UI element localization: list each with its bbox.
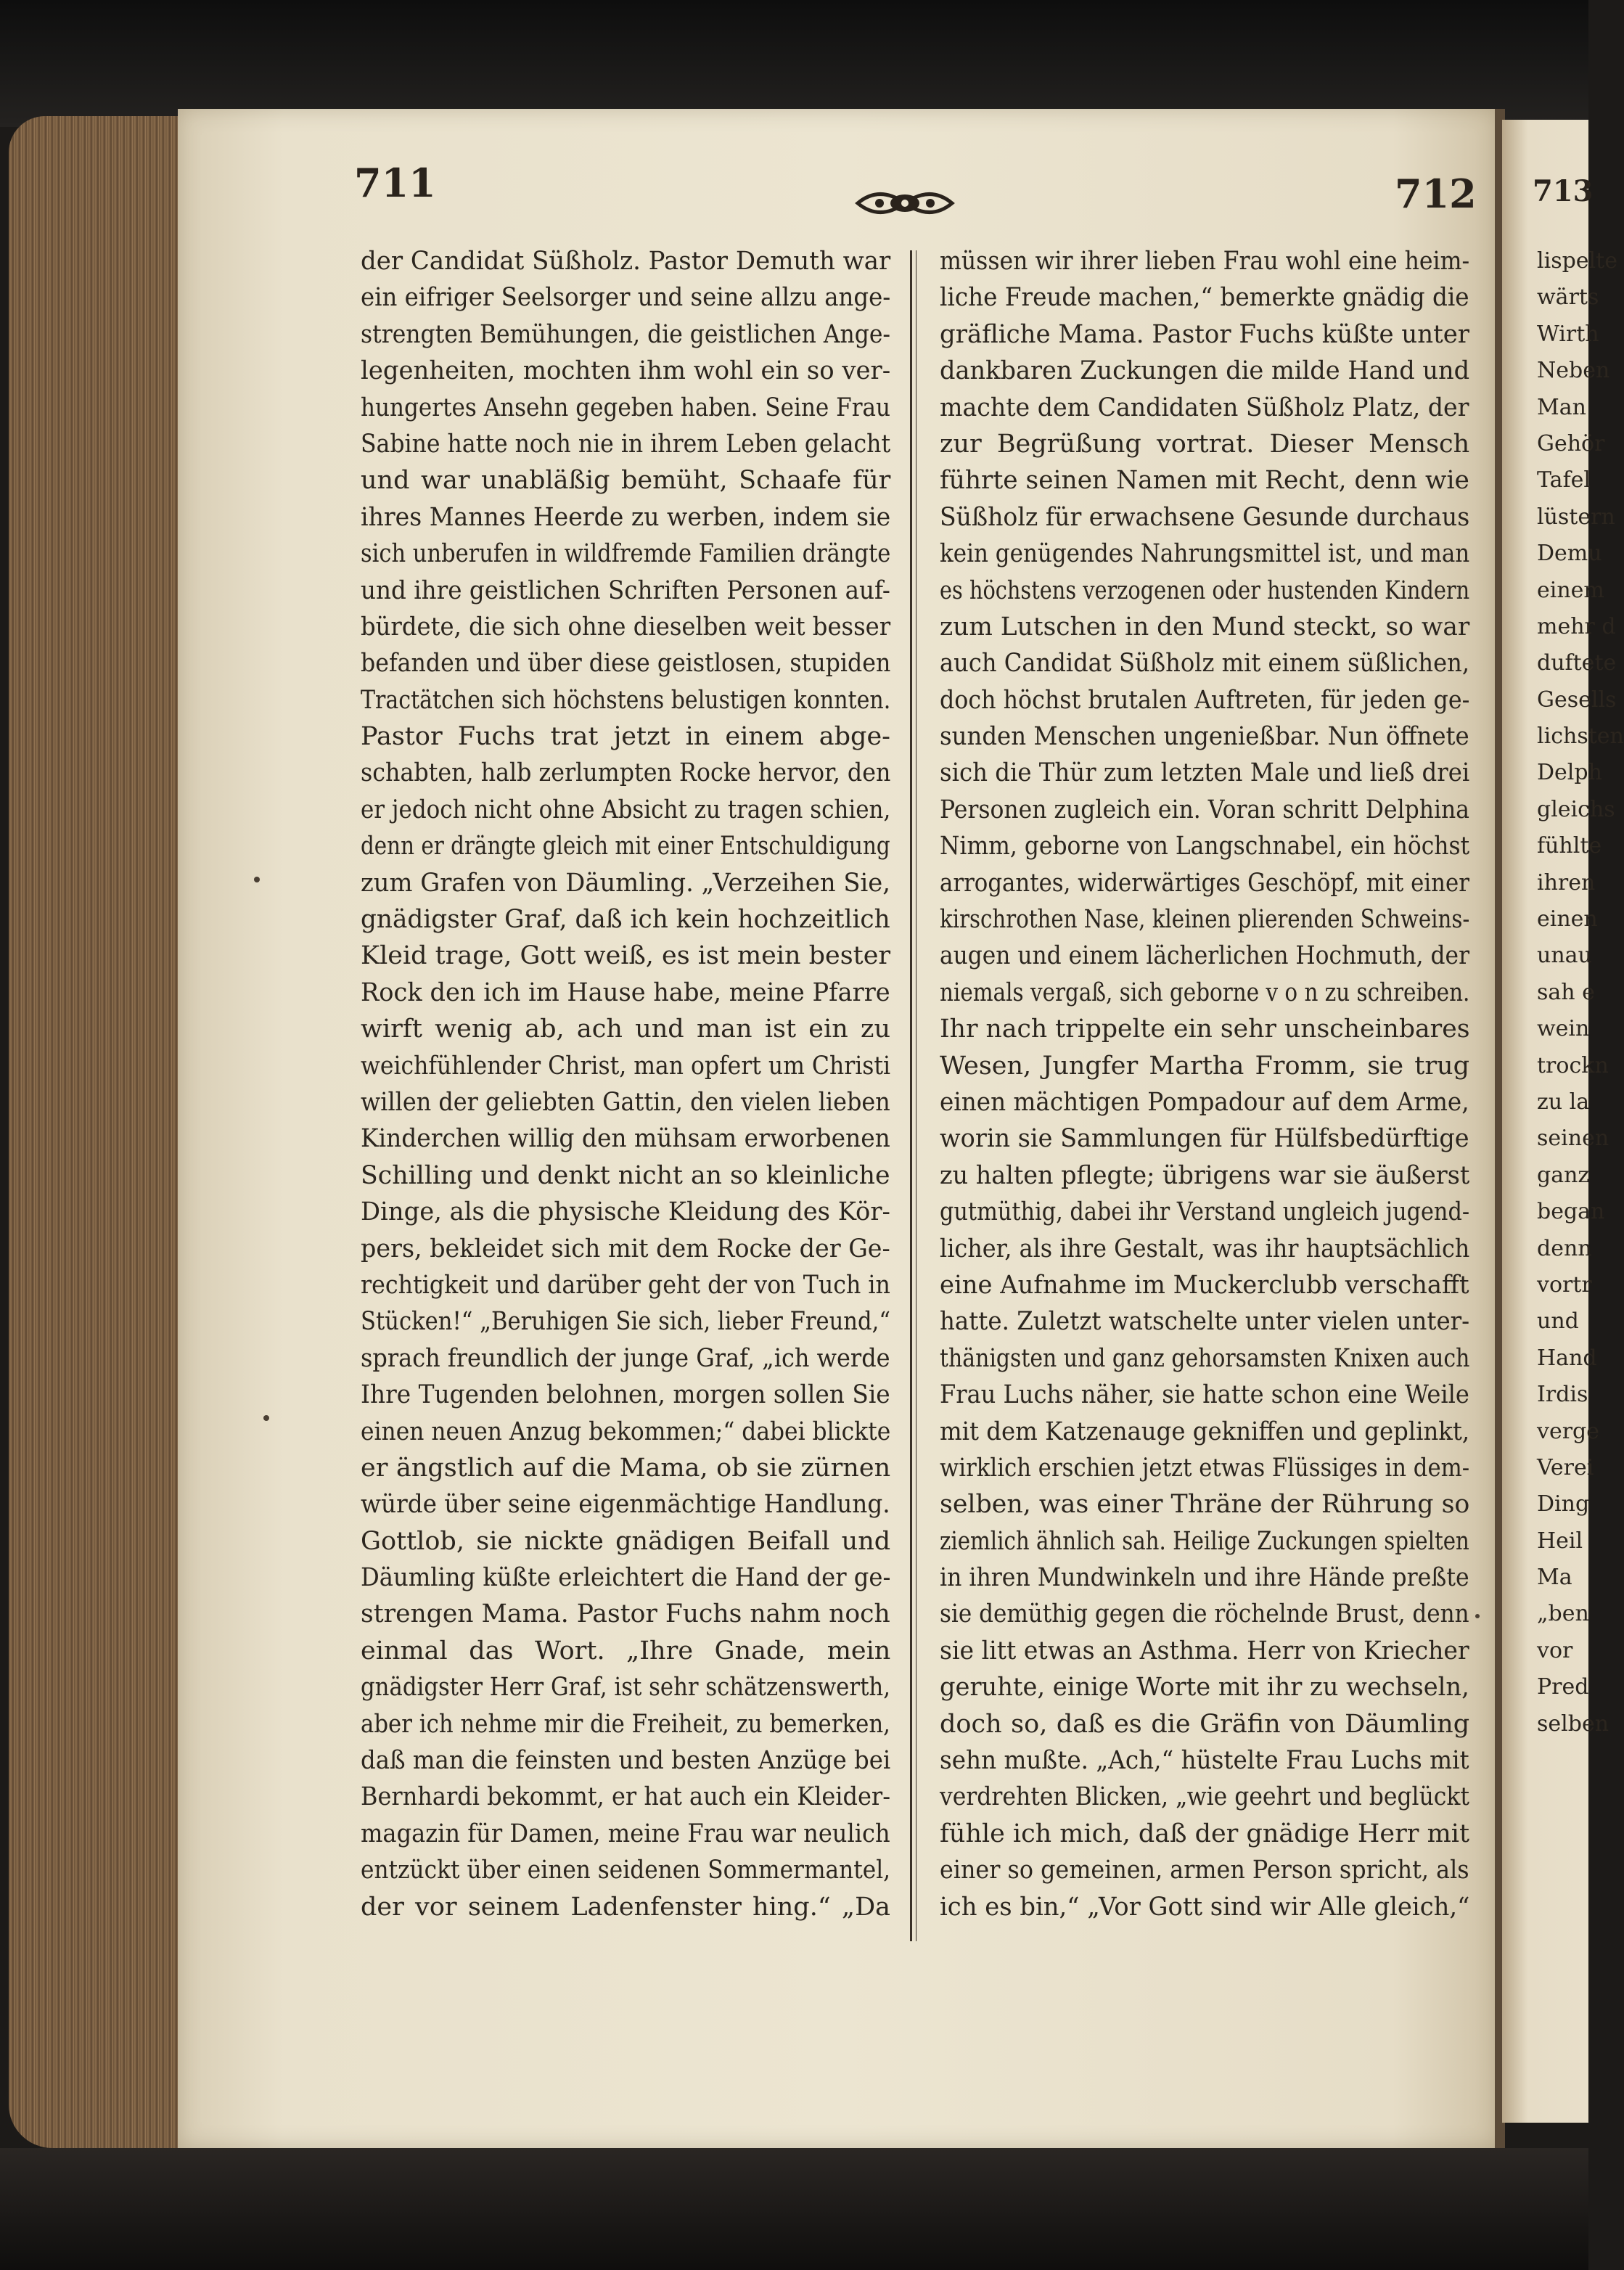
right-column-line: mit dem Katzenauge gekniffen und geplinkt, (940, 1417, 1470, 1446)
left-column-line: er ängstlich auf die Mama, ob sie zürnen (361, 1453, 891, 1483)
next-page-fragment-line: denn (1537, 1235, 1592, 1261)
page-number-next: 713 (1533, 174, 1594, 208)
next-page-fragment-line: zu la (1537, 1089, 1590, 1115)
left-column-line: und war unabläßig bemüht, Schaafe für (361, 466, 891, 496)
next-page-fragment-line: Demu (1537, 541, 1602, 567)
right-column-line: ziemlich ähnlich sah. Heilige Zuckungen spielten (940, 1526, 1469, 1556)
left-column-line: wirft wenig ab, ach und man ist ein zu (361, 1015, 890, 1044)
next-page-fragment-line: Neben (1537, 358, 1610, 384)
next-page-fragment-line: sah e (1537, 979, 1595, 1005)
left-column-line: Sabine hatte noch nie in ihrem Leben gelacht (361, 429, 891, 459)
scan-background-bottom (0, 2148, 1588, 2270)
next-page-fragment-line: Hand (1537, 1345, 1597, 1371)
left-column-line: denn er drängte gleich mit einer Entschuldigung (361, 832, 890, 861)
next-page-fragment-line: gleichs (1537, 796, 1615, 822)
next-page-fragment-line: „ben (1537, 1601, 1589, 1627)
left-column-line: der Candidat Süßholz. Pastor Demuth war (361, 247, 891, 276)
left-column-line: pers, bekleidet sich mit dem Rocke der Ge- (361, 1234, 890, 1263)
next-page-fragment-line: began (1537, 1199, 1605, 1225)
next-page-fragment-line: wein (1537, 1016, 1590, 1042)
next-page-fragment-line: unau (1537, 943, 1592, 969)
decorative-vignette-icon (850, 181, 959, 225)
left-column-line: er jedoch nicht ohne Absicht zu tragen schien, (361, 795, 891, 824)
left-column-line: hungertes Ansehn gegeben haben. Seine Frau (361, 393, 891, 422)
next-page-fragment-line: duftete (1537, 650, 1617, 676)
right-column-line: selben, was einer Thräne der Rührung so (940, 1490, 1470, 1520)
next-page-fragment-line: vortr (1537, 1271, 1592, 1298)
left-column-line: und ihre geistlichen Schriften Personen auf- (361, 575, 890, 605)
right-column-line: verdrehten Blicken, „wie geehrt und beglückt (940, 1782, 1470, 1812)
paper-speck (263, 1415, 269, 1421)
left-column-line: Pastor Fuchs trat jetzt in einem abge- (361, 722, 890, 752)
right-column-line: gräfliche Mama. Pastor Fuchs küßte unter (940, 319, 1470, 349)
left-column-line: befanden und über diese geistlosen, stupiden (361, 649, 891, 679)
right-column-line: niemals vergaß, sich geborne v o n zu schreiben. (940, 978, 1470, 1007)
left-column-line: daß man die feinsten und besten Anzüge bei (361, 1746, 891, 1776)
left-column-line: Bernhardi bekommt, er hat auch ein Kleider- (361, 1782, 891, 1812)
right-column-line: liche Freude machen,“ bemerkte gnädig die (940, 283, 1469, 313)
right-column-line: arrogantes, widerwärtiges Geschöpf, mit einer (940, 868, 1469, 898)
next-page-fragment-line: Ding (1537, 1491, 1590, 1517)
next-page-fragment-line: Pred (1537, 1674, 1589, 1700)
page-number-right: 712 (1395, 171, 1477, 217)
right-column-line: thänigsten und ganz gehorsamsten Knixen auch (940, 1343, 1470, 1373)
right-column-line: Wesen, Jungfer Martha Fromm, sie trug (940, 1051, 1469, 1081)
next-page-fragment-line: Delph (1537, 760, 1602, 786)
right-column-line: führte seinen Namen mit Recht, denn wie (940, 466, 1469, 496)
left-column-line: Schilling und denkt nicht an so kleinliche (361, 1160, 890, 1190)
next-page-fragment-line: Man (1537, 394, 1586, 420)
right-column-line: ich es bin,“ „Vor Gott sind wir Alle gleich,“ (940, 1892, 1470, 1922)
left-column-line: Tractätchen sich höchstens belustigen konnten. (361, 685, 891, 715)
left-text-column (361, 243, 890, 1925)
next-page-fragment-line: vor (1537, 1637, 1573, 1663)
right-column-line: dankbaren Zuckungen die milde Hand und (940, 356, 1470, 386)
right-column-line: kirschrothen Nase, kleinen plierenden Schweins- (940, 905, 1470, 935)
right-column-line: sehn mußte. „Ach,“ hüstelte Frau Luchs mit (940, 1746, 1469, 1776)
paper-speck (1475, 1614, 1480, 1618)
left-column-line: Däumling küßte erleichtert die Hand der ge- (361, 1563, 891, 1593)
right-column-line: geruhte, einige Worte mit ihr zu wechseln, (940, 1673, 1469, 1702)
left-column-line: Ihre Tugenden belohnen, morgen sollen Sie (361, 1380, 890, 1410)
next-page-fragment-line: fühlte (1537, 833, 1602, 859)
next-page-fragment-line: Heil (1537, 1528, 1583, 1554)
right-column-line: sie demüthig gegen die röchelnde Brust, denn (940, 1599, 1469, 1629)
right-column-line: zum Lutschen in den Mund steckt, so war (940, 612, 1470, 642)
next-page-fragment-line: Wirth (1537, 321, 1599, 347)
left-column-line: bürdete, die sich ohne dieselben weit besser (361, 612, 891, 642)
right-column-line: es höchstens verzogenen oder hustenden Kindern (940, 575, 1470, 605)
scan-background-top (0, 0, 1588, 127)
right-column-line: müssen wir ihrer lieben Frau wohl eine heim- (940, 247, 1470, 276)
right-text-column (940, 243, 1469, 1925)
left-column-line: sprach freundlich der junge Graf, „ich werde (361, 1343, 890, 1373)
left-column-line: willen der geliebten Gattin, den vielen lieben (361, 1087, 890, 1117)
right-column-line: hatte. Zuletzt watschelte unter vielen unter- (940, 1307, 1470, 1337)
next-page-fragment-line: ganz (1537, 1162, 1590, 1188)
next-page-fragment-line: Ma (1537, 1565, 1572, 1591)
left-column-line: weichfühlender Christ, man opfert um Christi (361, 1051, 891, 1081)
left-column-line: gnädigster Herr Graf, ist sehr schätzenswerth, (361, 1673, 890, 1702)
left-column-line: Stücken!“ „Beruhigen Sie sich, lieber Freund,“ (361, 1307, 890, 1337)
left-column-line: ihres Mannes Heerde zu werben, indem sie (361, 502, 891, 532)
left-column-line: würde über seine eigenmächtige Handlung. (361, 1490, 890, 1520)
next-page-fragment-line: ihren (1537, 869, 1596, 896)
left-column-line: legenheiten, mochten ihm wohl ein so ver- (361, 356, 891, 386)
left-column-line: schabten, halb zerlumpten Rocke hervor, den (361, 758, 891, 788)
next-page-fragment-line: verge (1537, 1418, 1600, 1444)
right-column-line: Ihr nach trippelte ein sehr unscheinbares (940, 1015, 1470, 1044)
left-column-line: aber ich nehme mir die Freiheit, zu bemerken, (361, 1709, 890, 1739)
next-page-fragment-line: einen (1537, 906, 1598, 933)
right-column-line: licher, als ihre Gestalt, was ihr hauptsächlich (940, 1234, 1470, 1263)
right-column-line: Frau Luchs näher, sie hatte schon eine Weile (940, 1380, 1469, 1410)
left-column-line: strengen Mama. Pastor Fuchs nahm noch (361, 1599, 890, 1629)
left-column-line: entzückt über einen seidenen Sommermantel, (361, 1856, 891, 1885)
next-page-fragment-line: seinen (1537, 1126, 1609, 1152)
right-column-line: sich die Thür zum letzten Male und ließ drei (940, 758, 1470, 788)
left-column-line: Kleid trage, Gott weiß, es ist mein bester (361, 941, 891, 971)
right-column-line: doch so, daß es die Gräfin von Däumling (940, 1709, 1470, 1739)
left-column-line: magazin für Damen, meine Frau war neulich (361, 1819, 890, 1848)
right-column-line: auch Candidat Süßholz mit einem süßlichen, (940, 649, 1470, 679)
next-page-fragment-line: lichsten (1537, 724, 1624, 750)
left-column-line: Kinderchen willig den mühsam erworbenen (361, 1124, 890, 1154)
page-number-left: 711 (354, 160, 436, 206)
next-page-fragment-line: Tafel (1537, 467, 1591, 493)
left-column-line: sich unberufen in wildfremde Familien drängte (361, 539, 891, 569)
right-column-line: worin sie Sammlungen für Hülfsbedürftige (940, 1124, 1469, 1154)
right-column-line: einer so gemeinen, armen Person spricht, als (940, 1856, 1469, 1885)
next-page-fragment-line: Verei (1537, 1454, 1594, 1480)
next-page-fragment-line: einem (1537, 577, 1604, 603)
next-page-fragment-line: mehr d (1537, 613, 1616, 639)
right-column-line: augen und einem lächerlichen Hochmuth, der (940, 941, 1470, 971)
right-column-line: zur Begrüßung vortrat. Dieser Mensch (940, 429, 1470, 459)
left-column-line: einmal das Wort. „Ihre Gnade, mein (361, 1636, 891, 1665)
right-column-line: sie litt etwas an Asthma. Herr von Kriecher (940, 1636, 1469, 1665)
right-column-line: Personen zugleich ein. Voran schritt Delphina (940, 795, 1470, 824)
right-column-line: machte dem Candidaten Süßholz Platz, der (940, 393, 1469, 422)
right-column-line: sunden Menschen ungenießbar. Nun öffnete (940, 722, 1469, 752)
left-column-line: Gottlob, sie nickte gnädigen Beifall und (361, 1526, 891, 1556)
left-column-line: Dinge, als die physische Kleidung des Kör- (361, 1197, 890, 1227)
right-column-line: eine Aufnahme im Muckerclubb verschafft (940, 1270, 1469, 1300)
left-column-line: zum Grafen von Däumling. „Verzeihen Sie, (361, 868, 890, 898)
right-column-line: fühle ich mich, daß der gnädige Herr mit (940, 1819, 1469, 1848)
next-page-text-fragments (1537, 243, 1624, 1742)
right-column-line: in ihren Mundwinkeln und ihre Hände preßte (940, 1563, 1469, 1593)
next-page-fragment-line: lispelte (1537, 248, 1617, 274)
column-divider-rule (910, 250, 916, 1941)
left-column-line: ein eifriger Seelsorger und seine allzu ange- (361, 283, 891, 313)
left-column-line: der vor seinem Ladenfenster hing.“ „Da (361, 1892, 890, 1922)
left-column-line: einen neuen Anzug bekommen;“ dabei blickte (361, 1417, 891, 1446)
right-column-line: doch höchst brutalen Auftreten, für jeden ge- (940, 685, 1470, 715)
next-page-fragment-line: Gehör (1537, 430, 1605, 456)
next-page-fragment-line: selben (1537, 1710, 1609, 1737)
right-column-line: gutmüthig, dabei ihr Verstand ungleich jugend- (940, 1197, 1470, 1227)
next-page-fragment-line: und (1537, 1308, 1579, 1335)
book-page-edges (9, 116, 190, 2148)
right-column-line: Nimm, geborne von Langschnabel, ein höchst (940, 832, 1470, 861)
next-page-fragment-line: trockn (1537, 1052, 1609, 1078)
left-column-line: Rock den ich im Hause habe, meine Pfarre (361, 978, 890, 1007)
left-column-line: gnädigster Graf, daß ich kein hochzeitlich (361, 905, 890, 935)
right-column-line: Süßholz für erwachsene Gesunde durchaus (940, 502, 1470, 532)
left-column-line: rechtigkeit und darüber geht der von Tuch in (361, 1270, 890, 1300)
next-page-fragment-line: Irdis (1537, 1382, 1588, 1408)
right-column-line: wirklich erschien jetzt etwas Flüssiges in dem- (940, 1453, 1470, 1483)
next-page-fragment-line: wärts (1537, 284, 1599, 311)
left-column-line: strengten Bemühungen, die geistlichen Ange- (361, 319, 891, 349)
next-page-fragment-line: lüstern (1537, 504, 1615, 530)
right-column-line: einen mächtigen Pompadour auf dem Arme, (940, 1087, 1469, 1117)
right-column-line: kein genügendes Nahrungsmittel ist, und man (940, 539, 1470, 569)
right-column-line: zu halten pflegte; übrigens war sie äußerst (940, 1160, 1470, 1190)
paper-speck (254, 877, 260, 882)
next-page-fragment-line: Gesells (1537, 687, 1617, 713)
